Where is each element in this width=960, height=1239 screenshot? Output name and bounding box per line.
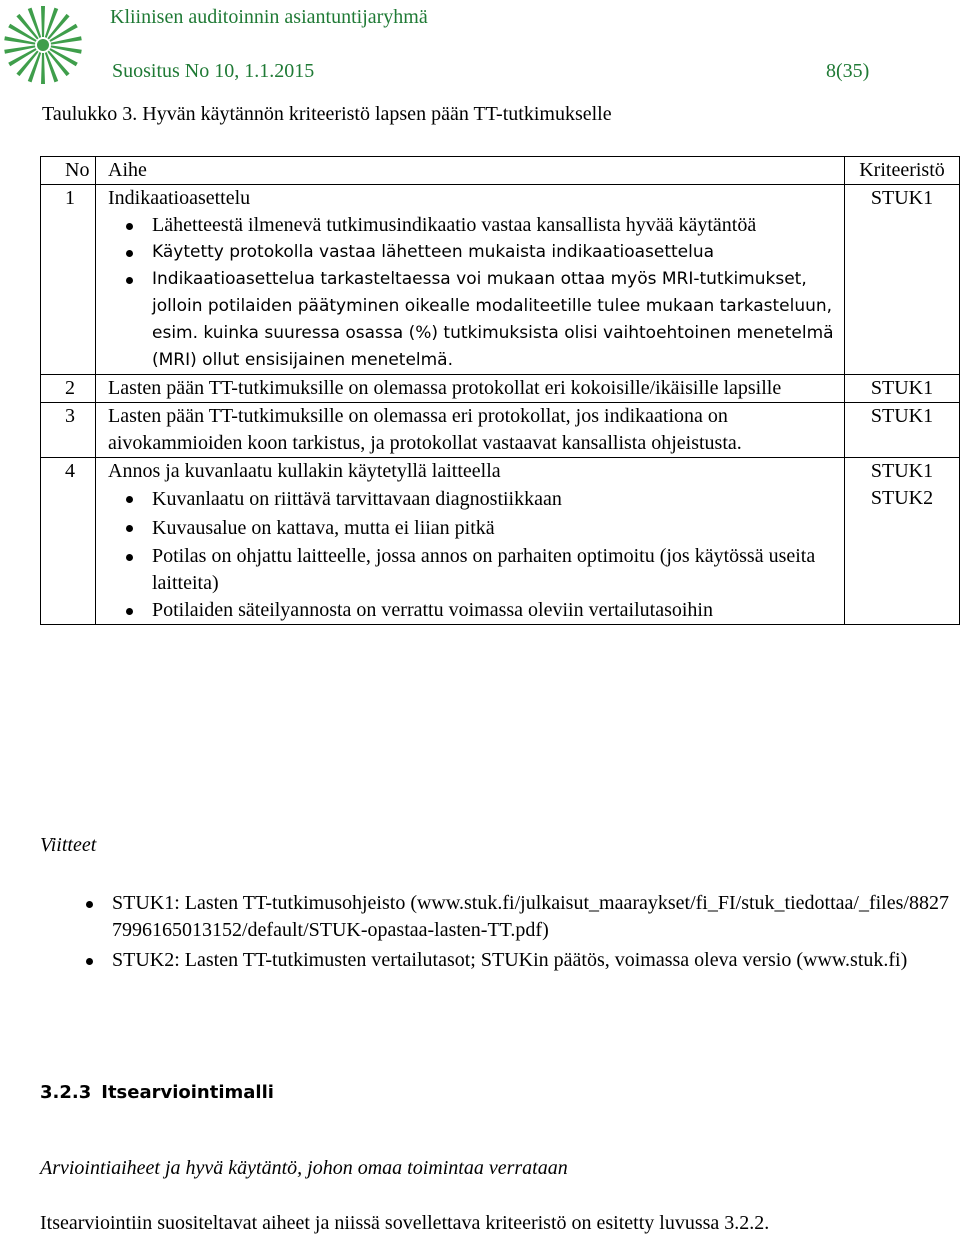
row-topic: Lasten pään TT-tutkimuksille on olemassa protokollat eri kokoisille/ikäisille lapsille	[108, 377, 782, 399]
bullet-item: Potilas on ohjattu laitteelle, jossa annos on parhaiten optimoitu (jos käytössä useita laitteita)	[108, 543, 844, 597]
criteria-ref: STUK1	[870, 460, 934, 482]
row-topic-cell	[96, 185, 845, 375]
section-heading	[40, 1082, 274, 1103]
references-heading: Viitteet	[40, 834, 97, 856]
table-header-row	[41, 157, 960, 185]
bullet-item: Kuvausalue on kattava, mutta ei liian pitkä	[108, 514, 844, 543]
bullet-item: Indikaatioasettelua tarkasteltaessa voi mukaan ottaa myös MRI-tutkimukset, jolloin potilaiden päätyminen oikealle modaliteetille tulee mukaan tarkasteluun, esim. kuinka suuressa osassa (%) tutkimuksista olisi vaihtoehtoinen menetelmä (MRI) ollut ensisijainen menetelmä.	[108, 266, 844, 374]
section-number: 3.2.3	[40, 1082, 92, 1103]
row-topic: Lasten pään TT-tutkimuksille on olemassa eri protokollat, jos indikaationa on aivokammioiden koon tarkistus, ja protokollat vastaavat kansallista ohjeistusta.	[108, 405, 742, 454]
table-row	[41, 375, 960, 403]
criteria-ref: STUK1	[870, 377, 934, 399]
row-topic-cell	[96, 458, 845, 625]
page-number: 8(35)	[826, 60, 870, 82]
row-criteria-cell	[845, 185, 960, 375]
criteria-ref: STUK2	[870, 487, 934, 509]
row-topic: Indikaatioasettelu	[108, 187, 251, 209]
organization-logo	[2, 4, 84, 86]
reference-item: STUK1: Lasten TT-tutkimusohjeisto (www.stuk.fi/julkaisut_maaraykset/fi_FI/stuk_tiedottaa/_files/88277996165013152/default/STUK-opastaa-lasten-TT.pdf)	[72, 890, 957, 944]
recommendation-id: Suositus No 10, 1.1.2015	[112, 60, 315, 82]
header-no: No	[41, 157, 96, 185]
row-number: 3	[41, 403, 96, 458]
bullet-item: Käytetty protokolla vastaa lähetteen mukaista indikaatioasettelua	[108, 239, 844, 266]
bullet-item: Potilaiden säteilyannosta on verrattu voimassa oleviin vertailutasoihin	[108, 597, 844, 624]
row-criteria-cell	[845, 458, 960, 625]
section-body: Itsearviointiin suositeltavat aiheet ja niissä sovellettava kriteeristö on esitetty luvussa 3.2.2.	[40, 1212, 770, 1234]
criteria-ref: STUK1	[870, 187, 934, 209]
row-criteria-cell	[845, 403, 960, 458]
criteria-table	[40, 156, 960, 625]
references-list	[72, 890, 957, 977]
section-title: Itsearviointimalli	[101, 1082, 274, 1103]
table-caption: Taulukko 3. Hyvän käytännön kriteeristö lapsen pään TT-tutkimukselle	[42, 103, 612, 125]
row-topic-cell	[96, 403, 845, 458]
row-topic-cell	[96, 375, 845, 403]
table-row	[41, 185, 960, 375]
header-criteria: Kriteeristö	[845, 157, 960, 185]
table-row	[41, 403, 960, 458]
criteria-ref: STUK1	[870, 405, 934, 427]
row-number: 4	[41, 458, 96, 625]
organization-name: Kliinisen auditoinnin asiantuntijaryhmä	[110, 6, 428, 28]
section-subtitle: Arviointiaiheet ja hyvä käytäntö, johon omaa toimintaa verrataan	[40, 1157, 568, 1179]
row-topic: Annos ja kuvanlaatu kullakin käytetyllä laitteella	[108, 460, 501, 482]
row-number: 2	[41, 375, 96, 403]
header-topic: Aihe	[96, 157, 845, 185]
row-number: 1	[41, 185, 96, 375]
row-criteria-cell	[845, 375, 960, 403]
bullet-item: Kuvanlaatu on riittävä tarvittavaan diagnostiikkaan	[108, 485, 844, 514]
reference-item: STUK2: Lasten TT-tutkimusten vertailutasot; STUKin päätös, voimassa oleva versio (www.stuk.fi)	[72, 947, 957, 974]
bullet-item: Lähetteestä ilmenevä tutkimusindikaatio vastaa kansallista hyvää käytäntöä	[108, 212, 844, 239]
table-row	[41, 458, 960, 625]
